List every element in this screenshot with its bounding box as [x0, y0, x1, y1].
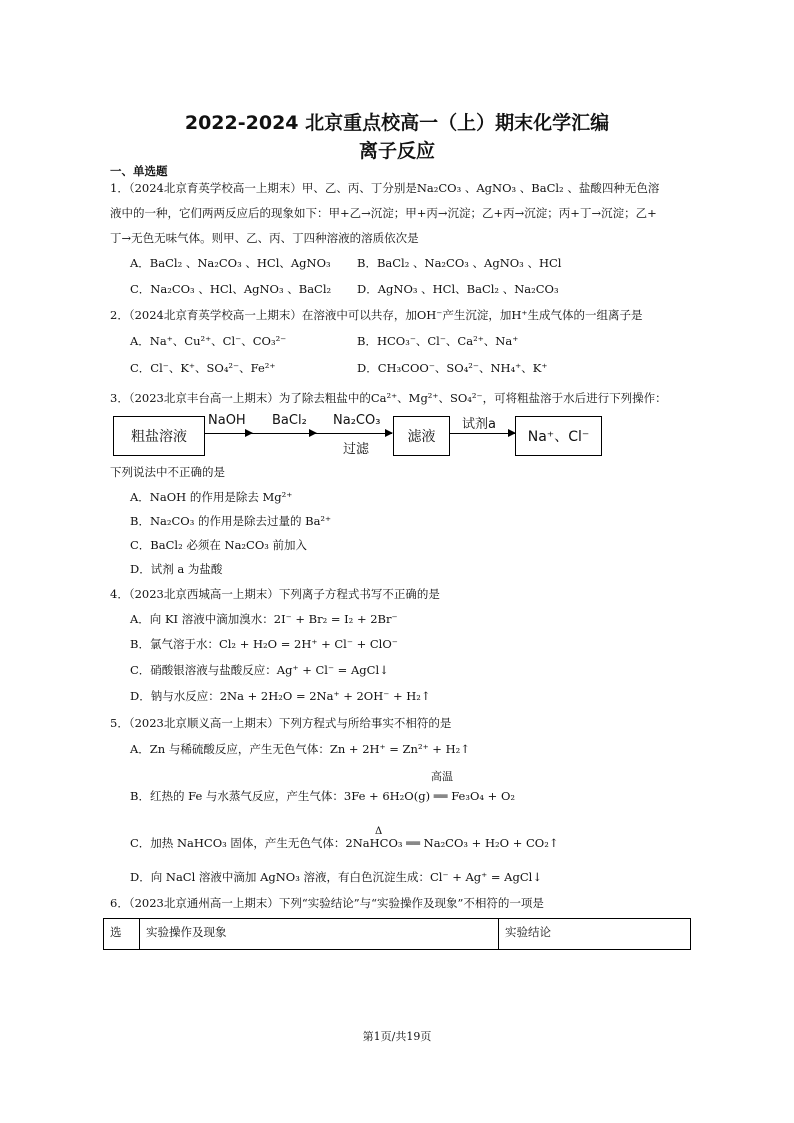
q1-line3: 丁→无色无味气体。则甲、乙、丙、丁四种溶液的溶质依次是 — [110, 231, 419, 245]
q5-option-b: B．红热的 Fe 与水蒸气反应，产生气体：3Fe + 6H₂O(g) ══ Fe₃O₄ + O₂ — [130, 789, 516, 803]
q4-line1: 4．（2023北京西城高一上期末）下列离子方程式书写不正确的是 — [110, 587, 440, 601]
q2-line1: 2．（2024北京育英学校高一上期末）在溶液中可以共存，加OH⁻产生沉淀，加H⁺生成气体的一组离子是 — [110, 308, 643, 322]
q6-line1: 6．（2023北京通州高一上期末）下列“实验结论”与“实验操作及现象”不相符的一项是 — [110, 896, 544, 910]
q4-option-b: B．氯气溶于水：Cl₂ + H₂O = 2H⁺ + Cl⁻ + ClO⁻ — [130, 637, 398, 651]
q6-table-header-row — [103, 918, 691, 950]
q3-line1: 3．（2023北京丰台高一上期末）为了除去粗盐中的Ca²⁺、Mg²⁺、SO₄²⁻，可将粗盐溶于水后进行下列操作： — [110, 391, 667, 405]
q5-option-a: A．Zn 与稀硫酸反应，产生无色气体：Zn + 2H⁺ = Zn²⁺ + H₂↑ — [130, 742, 470, 756]
q4-option-c: C．硝酸银溶液与盐酸反应：Ag⁺ + Cl⁻ = AgCl↓ — [130, 663, 389, 677]
q5-b-condition: 高温 — [431, 770, 453, 783]
q5-c-condition: Δ — [375, 826, 383, 837]
page-subtitle: 离子反应 — [358, 140, 435, 162]
q6-header-conclusion: 实验结论 — [505, 925, 551, 939]
page-title: 2022-2024 北京重点校高一（上）期末化学汇编 — [184, 112, 610, 134]
flow-step-bacl2: BaCl₂ — [272, 413, 307, 428]
q2-option-a: A．Na⁺、Cu²⁺、Cl⁻、CO₃²⁻ — [130, 334, 287, 348]
q1-line1: 1．（2024北京育英学校高一上期末）甲、乙、丙、丁分别是Na₂CO₃ 、AgNO₃ 、BaCl₂ 、盐酸四种无色溶 — [110, 181, 660, 195]
q1-line2: 液中的一种，它们两两反应后的现象如下：甲+乙→沉淀；甲+丙→沉淀；乙+丙→沉淀；丙+丁→沉淀；乙+ — [110, 206, 657, 220]
flow-step-reagent-a: 试剂a — [462, 417, 496, 432]
q5-option-d: D．向 NaCl 溶液中滴加 AgNO₃ 溶液，有白色沉淀生成：Cl⁻ + Ag⁺ = AgCl↓ — [130, 870, 542, 884]
q5-line1: 5．（2023北京顺义高一上期末）下列方程式与所给事实不相符的是 — [110, 716, 452, 730]
q4-option-a: A．向 KI 溶液中滴加溴水：2I⁻ + Br₂ = I₂ + 2Br⁻ — [130, 612, 398, 626]
q1-option-c: C．Na₂CO₃ 、HCl、AgNO₃ 、BaCl₂ — [130, 282, 332, 296]
flow-step-filter: 过滤 — [343, 442, 370, 457]
flow-box-filtrate: 滤液 — [393, 416, 450, 456]
q6-header-operation: 实验操作及现象 — [140, 919, 499, 949]
q1-option-a: A．BaCl₂ 、Na₂CO₃ 、HCl、AgNO₃ — [130, 256, 331, 270]
q2-option-c: C．Cl⁻、K⁺、SO₄²⁻、Fe²⁺ — [130, 361, 276, 375]
q3-option-a: A．NaOH 的作用是除去 Mg²⁺ — [130, 490, 293, 504]
flow-arrow-4 — [449, 433, 515, 434]
q4-option-d: D．钠与水反应：2Na + 2H₂O = 2Na⁺ + 2OH⁻ + H₂↑ — [130, 689, 431, 703]
q6-header-option: 选 — [104, 919, 140, 949]
q3-option-d: D．试剂 a 为盐酸 — [130, 562, 223, 576]
q1-option-d: D．AgNO₃ 、HCl、BaCl₂ 、Na₂CO₃ — [357, 282, 559, 296]
q3-option-c: C．BaCl₂ 必须在 Na₂CO₃ 前加入 — [130, 538, 308, 552]
q5-option-c: C．加热 NaHCO₃ 固体，产生无色气体：2NaHCO₃ ══ Na₂CO₃ + H₂O + CO₂↑ — [130, 836, 559, 850]
flow-arrow-3 — [316, 433, 392, 434]
flow-step-na2co3: Na₂CO₃ — [333, 413, 381, 428]
q3-line2: 下列说法中不正确的是 — [110, 465, 225, 479]
q1-option-b: B．BaCl₂ 、Na₂CO₃ 、AgNO₃ 、HCl — [357, 256, 562, 270]
flow-step-naoh: NaOH — [208, 413, 246, 428]
section-heading: 一、单选题 — [110, 164, 168, 178]
q3-option-b: B．Na₂CO₃ 的作用是除去过量的 Ba²⁺ — [130, 514, 332, 528]
q2-option-d: D．CH₃COO⁻、SO₄²⁻、NH₄⁺、K⁺ — [357, 361, 548, 375]
flow-arrow-1 — [204, 433, 252, 434]
page-footer: 第1页/共19页 — [362, 1030, 432, 1043]
q2-option-b: B．HCO₃⁻、Cl⁻、Ca²⁺、Na⁺ — [357, 334, 519, 348]
flow-arrow-2 — [252, 433, 316, 434]
flow-box-product: Na⁺、Cl⁻ — [515, 416, 602, 456]
flow-box-crude-salt: 粗盐溶液 — [113, 416, 205, 456]
